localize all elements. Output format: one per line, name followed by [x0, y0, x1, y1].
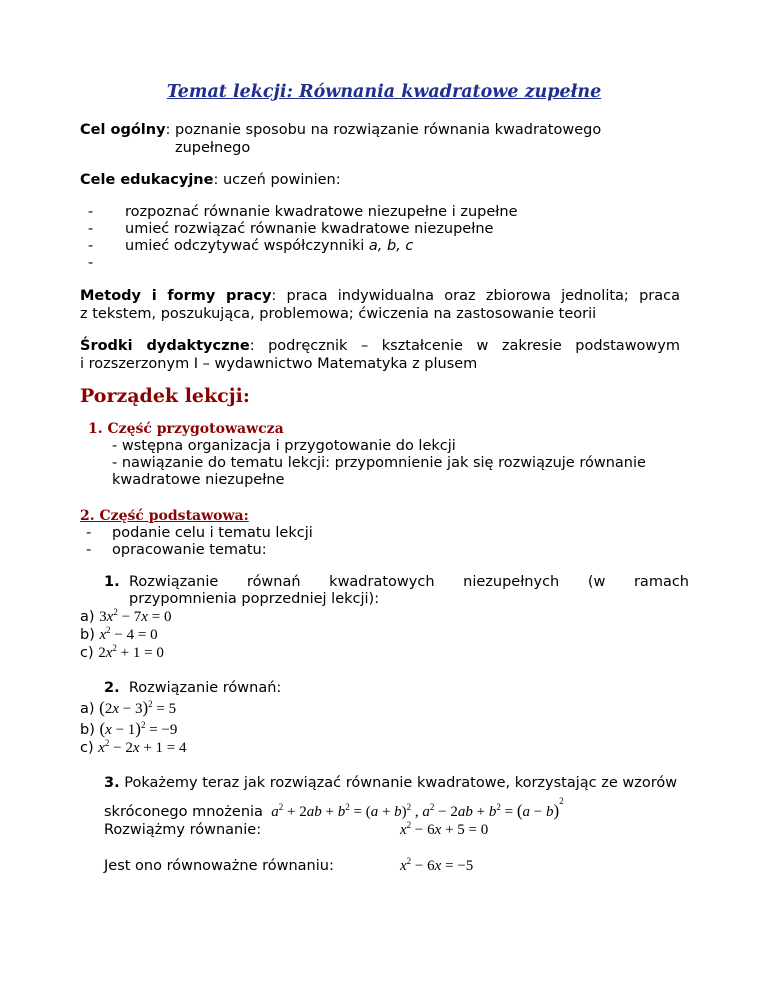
- coefficients: a, b, c: [368, 238, 414, 254]
- goals-dash: -: [88, 221, 94, 237]
- part2-dash: -: [86, 542, 92, 558]
- equation: $2x^2 + 1 = 0$: [98, 643, 164, 661]
- resources-label: Środki dydaktyczne: [80, 338, 250, 354]
- equiv-equation: $x^2 - 6x = -5$: [400, 856, 474, 874]
- goals-dash: -: [88, 255, 94, 271]
- task1-c: c) $2x^2 + 1 = 0$: [80, 643, 164, 661]
- task2-b: b) $(x - 1)^2 = -9$: [80, 719, 178, 738]
- part2-dash: -: [86, 525, 92, 541]
- goal-item: umieć rozwiązać równanie kwadratowe niezupełne: [125, 221, 494, 237]
- goal-general-label: Cel ogólny: [80, 122, 166, 138]
- task2-num: 2.: [104, 680, 120, 696]
- goals-dash: -: [88, 204, 94, 220]
- task2-c: c) $x^2 - 2x + 1 = 4$: [80, 738, 187, 756]
- goal-general-cont: zupełnego: [175, 140, 251, 156]
- solve-equation: $x^2 - 6x + 5 = 0$: [400, 820, 489, 838]
- equation: $3x^2 - 7x = 0$: [99, 607, 172, 625]
- methods-label: Metody i formy pracy: [80, 288, 272, 304]
- task1-b: b) $x^2 - 4 = 0$: [80, 625, 158, 643]
- task2-a: a) $(2x - 3)^2 = 5$: [80, 698, 177, 717]
- goal-item: umieć odczytywać współczynniki a, b, c: [125, 238, 414, 254]
- task3-num: 3.: [104, 775, 120, 791]
- goal-item: rozpoznać równanie kwadratowe niezupełne i zupełne: [125, 204, 518, 220]
- goals-educational-text: : uczeń powinien:: [213, 172, 341, 188]
- equation: $(2x - 3)^2 = 5$: [99, 698, 177, 717]
- part1-line: - nawiązanie do tematu lekcji: przypomnienie jak się rozwiązuje równanie: [112, 455, 646, 471]
- part2-item: podanie celu i tematu lekcji: [112, 525, 313, 541]
- methods-line2: z tekstem, poszukująca, problemowa; ćwiczenia na zastosowanie teorii: [80, 306, 597, 322]
- task1-text: Rozwiązanie równań kwadratowych niezupełnych (w ramach: [129, 574, 689, 590]
- equiv-label: Jest ono równoważne równaniu:: [104, 858, 334, 874]
- goal-general: [80, 122, 601, 138]
- task1-line: [104, 574, 120, 590]
- resources-line: Środki dydaktyczne: podręcznik – kształcenie w zakresie podstawowym: [80, 338, 680, 354]
- part2-heading: 2. Część podstawowa:: [80, 508, 249, 524]
- methods-line: Metody i formy pracy: praca indywidualna oraz zbiorowa jednolita; praca: [80, 288, 680, 304]
- task2-line: 2. Rozwiązanie równań:: [104, 680, 282, 696]
- lesson-order-heading: Porządek lekcji:: [80, 385, 250, 407]
- task3-line2: skróconego mnożenia $a^2 + 2ab + b^2 = (a + b)^2$ , $a^2 - 2ab + b^2 = (a - b)^2$: [104, 796, 564, 820]
- task1-a: a) $3x^2 - 7x = 0$: [80, 607, 172, 625]
- goal-general-text: : poznanie sposobu na rozwiązanie równania kwadratowego: [165, 122, 602, 138]
- goals-educational-label: Cele edukacyjne: [80, 172, 214, 188]
- task1-num: 1.: [104, 574, 120, 590]
- task1-text2: przypomnienia poprzedniej lekcji):: [129, 591, 380, 607]
- solve-label: Rozwiążmy równanie:: [104, 822, 262, 838]
- task3-line: 3. Pokażemy teraz jak rozwiązać równanie kwadratowe, korzystając ze wzorów: [104, 775, 678, 791]
- formula: $a^2 + 2ab + b^2 = (a + b)^2$ , $a^2 - 2ab + b^2 = (a - b)^2$: [267, 796, 564, 820]
- equation: $(x - 1)^2 = -9$: [99, 719, 178, 738]
- page-title: Temat lekcji: Równania kwadratowe zupełne: [166, 82, 602, 102]
- part1-line: kwadratowe niezupełne: [112, 472, 285, 488]
- part1-heading: 1. Część przygotowawcza: [88, 421, 284, 437]
- equation: $x^2 - 4 = 0$: [99, 625, 158, 643]
- part2-item: opracowanie tematu:: [112, 542, 267, 558]
- resources-line2: i rozszerzonym I – wydawnictwo Matematyka z plusem: [80, 356, 478, 372]
- part1-line: - wstępna organizacja i przygotowanie do lekcji: [112, 438, 456, 454]
- goals-educational: [80, 172, 341, 188]
- goals-dash: -: [88, 238, 94, 254]
- equation: $x^2 - 2x + 1 = 4$: [98, 738, 187, 756]
